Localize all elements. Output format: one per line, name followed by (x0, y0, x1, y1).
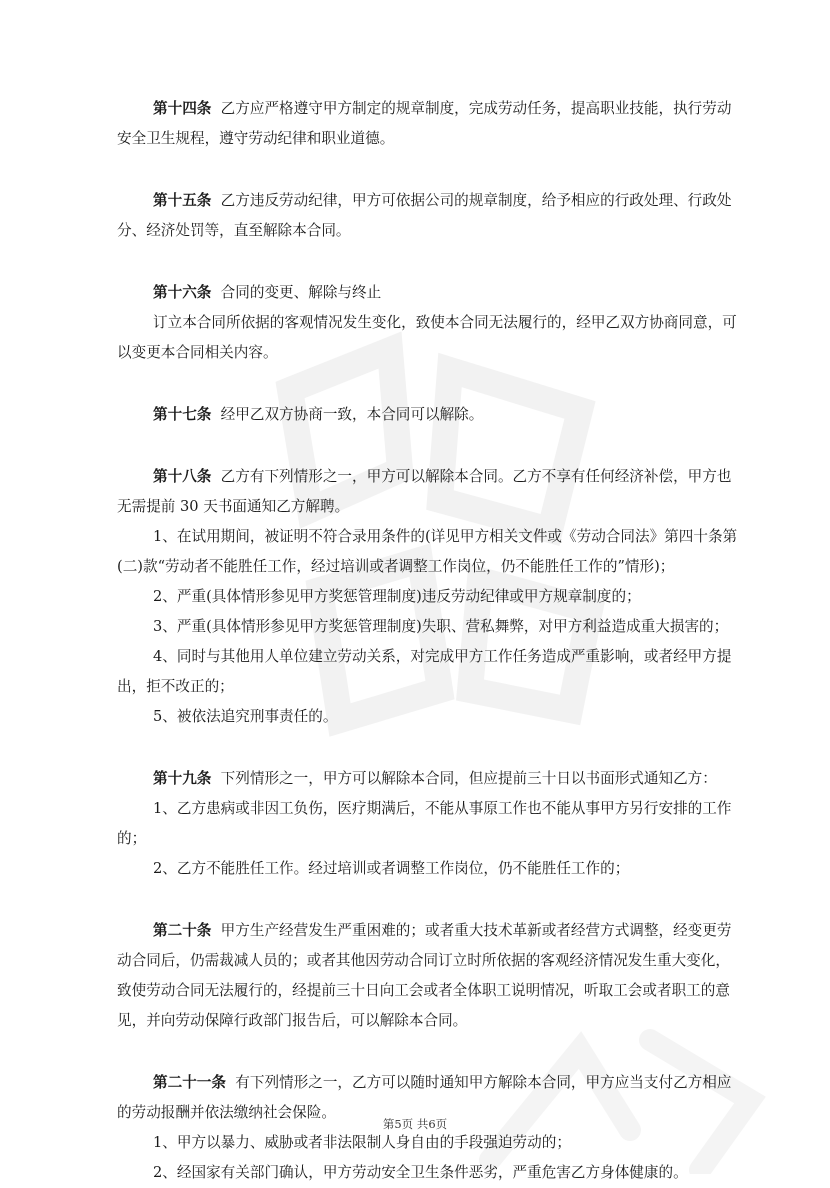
list-item: 2、严重(具体情形参见甲方奖惩管理制度)违反劳动纪律或甲方规章制度的； (153, 588, 641, 605)
list-item: 4、同时与其他用人单位建立劳动关系，对完成甲方工作任务造成严重影响，或者经甲方提 (153, 648, 732, 665)
article-heading: 第十五条 (153, 192, 212, 209)
article-text: 动合同后，仍需裁减人员的；或者其他因劳动合同订立时所依据的客观经济情况发生重大变化， (117, 952, 730, 969)
article-20 (117, 916, 732, 1036)
list-item: 3、严重(具体情形参见甲方奖惩管理制度)失职、营私舞弊，对甲方利益造成重大损害的； (153, 618, 729, 635)
list-item: 1、乙方患病或非因工负伤，医疗期满后，不能从事原工作也不能从事甲方另行安排的工作 (153, 800, 732, 817)
article-17 (117, 400, 715, 430)
article-16 (117, 278, 737, 368)
article-heading: 第十九条 (153, 770, 212, 787)
article-text: 乙方应严格遵守甲方制定的规章制度，完成劳动任务，提高职业技能，执行劳动 (220, 100, 732, 117)
article-heading: 第十八条 (153, 468, 212, 485)
article-text: 乙方违反劳动纪律，甲方可依据公司的规章制度，给予相应的行政处理、行政处 (220, 192, 732, 209)
article-14 (117, 94, 732, 154)
article-heading: 第十七条 (153, 406, 212, 423)
article-text: 乙方有下列情形之一，甲方可以解除本合同。乙方不享有任何经济补偿，甲方也 (220, 468, 732, 485)
article-text: 甲方生产经营发生严重困难的；或者重大技术革新或者经营方式调整，经变更劳 (220, 922, 732, 939)
contract-body (117, 94, 738, 1188)
article-text: 合同的变更、解除与终止 (220, 284, 382, 301)
list-item: 1、在试用期间，被证明不符合录用条件的(详见甲方相关文件或《劳动合同法》第四十条第 (153, 528, 738, 545)
article-text: 致使劳动合同无法履行的，经提前三十日向工会或者全体职工说明情况，听取工会或者职工的意 (117, 982, 730, 999)
article-heading: 第二十条 (153, 922, 212, 939)
list-item: 2、乙方不能胜任工作。经过培训或者调整工作岗位，仍不能胜任工作的； (153, 860, 630, 877)
article-19 (117, 764, 732, 884)
article-15 (117, 186, 732, 246)
list-item-continued: 的； (117, 830, 147, 847)
article-text: 订立本合同所依据的客观情况发生变化，致使本合同无法履行的，经甲乙双方协商同意，可 (153, 314, 737, 331)
article-text: 有下列情形之一，乙方可以随时通知甲方解除本合同，甲方应当支付乙方相应 (235, 1074, 732, 1091)
article-text: 见，并向劳动保障行政部门报告后，可以解除本合同。 (117, 1012, 468, 1029)
list-item-continued: 出，拒不改正的； (117, 678, 234, 695)
article-heading: 第十六条 (153, 284, 212, 301)
article-heading: 第十四条 (153, 100, 212, 117)
list-item: 5、被依法追究刑事责任的。 (153, 708, 338, 725)
article-text: 以变更本合同相关内容。 (117, 344, 278, 361)
article-text: 经甲乙双方协商一致，本合同可以解除。 (220, 406, 484, 423)
article-text: 的劳动报酬并依法缴纳社会保险。 (117, 1104, 336, 1121)
article-text: 分、经济处罚等，直至解除本合同。 (117, 222, 351, 239)
article-text: 下列情形之一，甲方可以解除本合同，但应提前三十日以书面形式通知乙方： (220, 770, 717, 787)
list-item: 1、甲方以暴力、威胁或者非法限制人身自由的手段强迫劳动的； (153, 1134, 571, 1151)
article-text: 安全卫生规程，遵守劳动纪律和职业道德。 (117, 130, 395, 147)
list-item-continued: (二)款“劳动者不能胜任工作，经过培训或者调整工作岗位，仍不能胜任工作的”情形)； (117, 558, 675, 575)
article-18 (117, 462, 738, 732)
article-text: 无需提前 30 天书面通知乙方解聘。 (117, 498, 350, 515)
page-number-footer: 第5页 共6页 (382, 1117, 448, 1131)
list-item: 2、经国家有关部门确认，甲方劳动安全卫生条件恶劣，严重危害乙方身体健康的。 (153, 1164, 688, 1181)
article-heading: 第二十一条 (153, 1074, 226, 1091)
